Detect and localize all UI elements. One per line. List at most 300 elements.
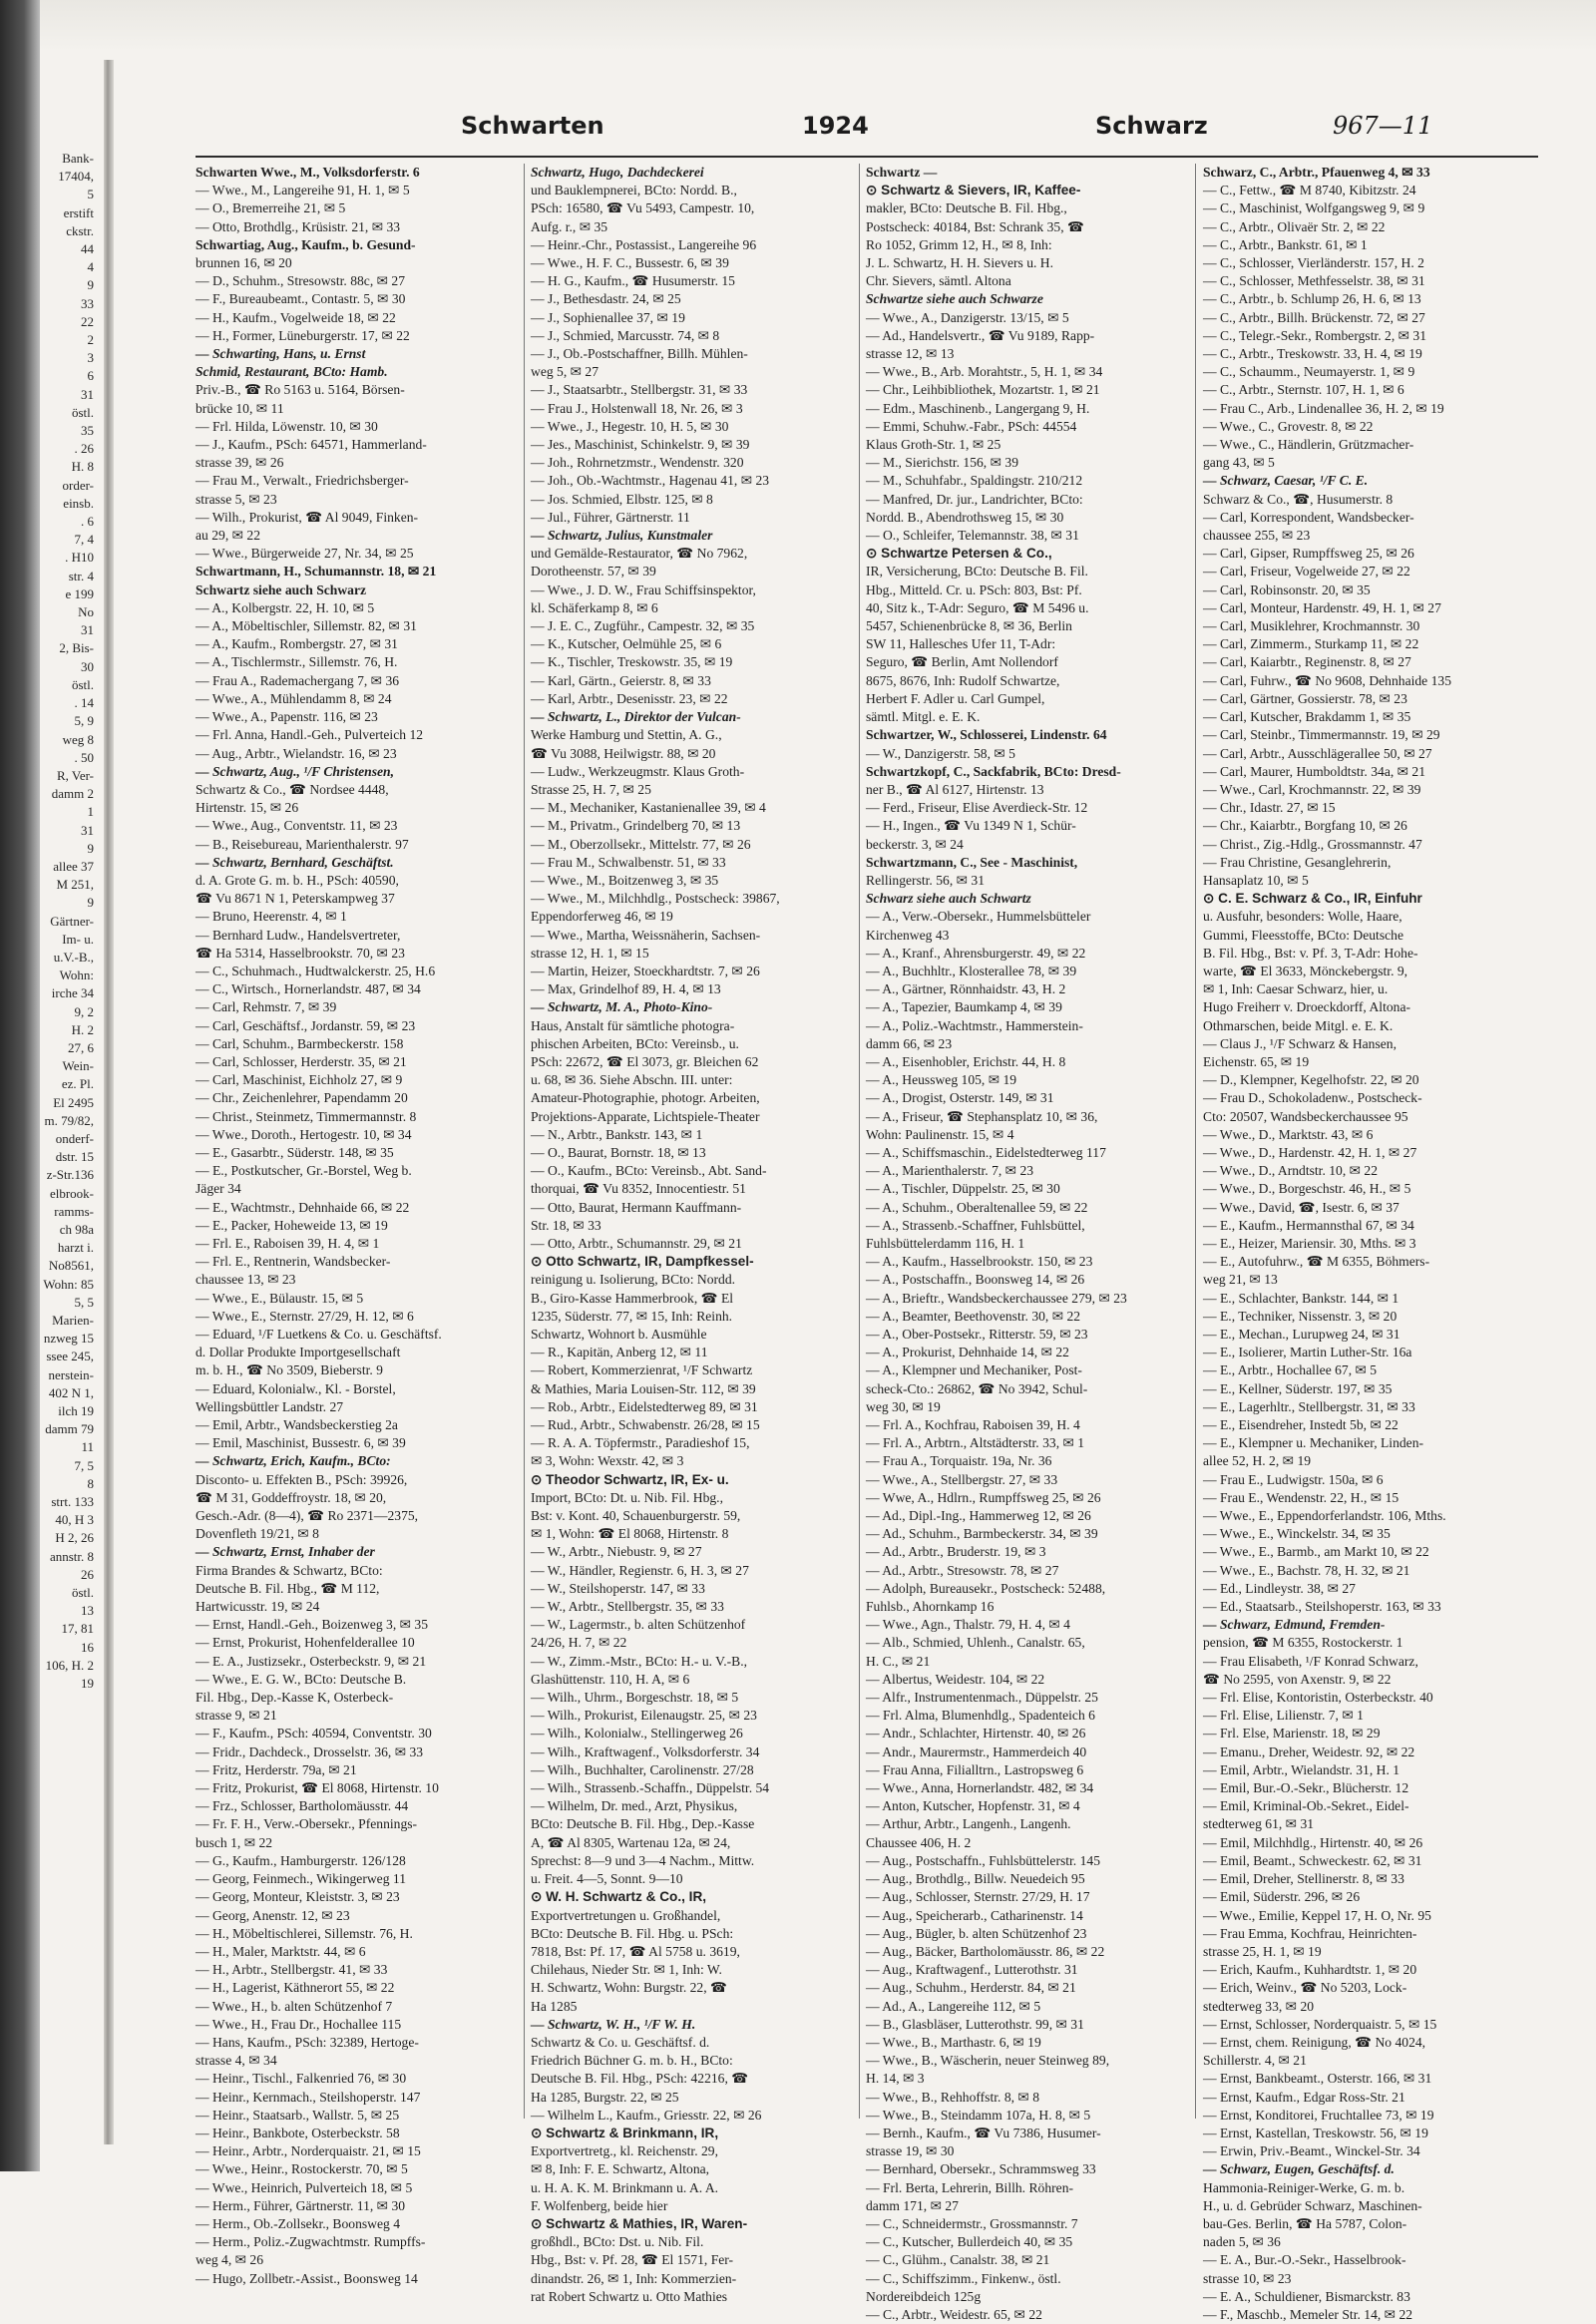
previous-page-text: elbrook- [49, 1185, 94, 1201]
directory-entry: — A., Strassenb.-Schaffner, Fuhlsbüttel, [866, 1217, 1085, 1233]
directory-entry: — Carl, Kutscher, Brakdamm 1, ✉ 35 [1203, 709, 1411, 725]
directory-entry: und Bauklempnerei, BCto: Nordd. B., [531, 183, 737, 198]
directory-entry: Kirchenweg 43 [866, 927, 950, 943]
directory-entry: — E., Eisendreher, Instedt 5b, ✉ 22 [1203, 1417, 1398, 1433]
header-year: 1924 [802, 112, 869, 140]
directory-entry: Firma Brandes & Schwartz, BCto: [196, 1562, 383, 1578]
directory-entry: Fil. Hbg., Dep.-Kasse K, Osterbeck- [196, 1690, 394, 1706]
directory-entry: — Max, Grindelhof 89, H. 4, ✉ 13 [531, 981, 721, 997]
previous-page-text: 31 [81, 822, 94, 838]
directory-entry: — Emil, Arbtr., Wandsbeckerstieg 2a [196, 1417, 398, 1433]
directory-entry: Ha 1285, Burgstr. 22, ✉ 25 [531, 2089, 679, 2105]
directory-entry: damm 66, ✉ 23 [866, 1035, 953, 1051]
directory-entry: — A., Prokurist, Dehnhaide 14, ✉ 22 [866, 1345, 1069, 1360]
directory-entry: PSch: 22672, ☎ El 3073, gr. Bleichen 62 [531, 1053, 759, 1069]
directory-entry: Chilehaus, Nieder Str. ✉ 1, Inh: W. [531, 1962, 722, 1978]
directory-entry: — Heinr., Kernmach., Steilshoperstr. 147 [196, 2089, 421, 2105]
directory-entry: Sprechst: 8—9 und 3—4 Nachm., Mittw. [531, 1852, 755, 1868]
directory-entry: — C., Glühm., Canalstr. 38, ✉ 21 [866, 2252, 1050, 2268]
scan-edge-top [40, 0, 1596, 52]
directory-entry: — F., Maschb., Memeler Str. 14, ✉ 22 [1203, 2306, 1413, 2322]
directory-entry: — Schwartz, L., Direktor der Vulcan- [531, 709, 741, 725]
directory-entry: — W., Steilshoperstr. 147, ✉ 33 [531, 1580, 705, 1596]
previous-page-text: Im- u. [62, 931, 94, 947]
directory-entry: — Schwartz, M. A., Photo-Kino- [531, 999, 713, 1015]
previous-page-text: 3 [87, 350, 94, 366]
directory-entry: — Wwe., B., Arb. Morahtstr., 5, H. 1, ✉ 34 [866, 364, 1103, 380]
directory-entry: — Bernhard, Obersekr., Schrammsweg 33 [866, 2161, 1096, 2177]
previous-page-text: 5, 9 [74, 713, 94, 729]
directory-entry: Priv.-B., ☎ Ro 5163 u. 5164, Börsen- [196, 382, 405, 398]
directory-entry: — A., Heussweg 105, ✉ 19 [866, 1072, 1017, 1088]
directory-entry: — Wwe., E., Bülaustr. 15, ✉ 5 [196, 1290, 364, 1306]
directory-entry: — K., Tischler, Treskowstr. 35, ✉ 19 [531, 654, 733, 670]
directory-entry: 5457, Schienenbrücke 8, ✉ 36, Berlin [866, 618, 1072, 634]
directory-entry: Ha 1285 [531, 1998, 578, 2014]
directory-entry: strasse 19, ✉ 30 [866, 2143, 955, 2159]
directory-entry: — Wwe., D., Arndtstr. 10, ✉ 22 [1203, 1163, 1379, 1179]
directory-entry: Werke Hamburg und Stettin, A. G., [531, 727, 722, 743]
directory-entry: Cto: 20507, Wandsbeckerchaussee 95 [1203, 1108, 1408, 1124]
directory-entry: — Frl. Else, Marienstr. 18, ✉ 29 [1203, 1726, 1381, 1742]
directory-entry: Deutsche B. Fil. Hbg., ☎ M 112, [196, 1580, 380, 1596]
directory-entry: ⊙ Theodor Schwartz, IR, Ex- u. [531, 1471, 729, 1487]
previous-page-text: östl. [71, 1585, 94, 1601]
directory-entry: — Ernst, Bankbeamt., Osterstr. 166, ✉ 31 [1203, 2071, 1432, 2087]
previous-page-text: . 6 [81, 514, 94, 530]
previous-page-text: erstift [63, 204, 94, 220]
directory-entry: — Chr., Idastr. 27, ✉ 15 [1203, 800, 1336, 816]
directory-entry: — E. A., Justizsekr., Osterbeckstr. 9, ✉ 21 [196, 1653, 427, 1669]
directory-entry: Schwartz — [866, 165, 938, 180]
directory-entry: makler, BCto: Deutsche B. Fil. Hbg., [866, 200, 1067, 216]
directory-entry: ⊙ Schwartz & Sievers, IR, Kaffee- [866, 183, 1081, 198]
directory-entry: — C., Arbtr., Bankstr. 61, ✉ 1 [1203, 236, 1368, 252]
directory-entry: — J. E. C., Zugführ., Campestr. 32, ✉ 35 [531, 618, 755, 634]
directory-entry: brücke 10, ✉ 11 [196, 400, 284, 416]
directory-entry: — Georg, Monteur, Kleiststr. 3, ✉ 23 [196, 1889, 400, 1905]
previous-page-text: irche 34 [51, 985, 94, 1001]
directory-entry: — Carl, Maurer, Humboldtstr. 34a, ✉ 21 [1203, 763, 1426, 779]
directory-entry: — A., Brieftr., Wandsbeckerchaussee 279, ✉ 23 [866, 1290, 1127, 1306]
directory-entry: — Emil, Arbtr., Wielandstr. 31, H. 1 [1203, 1761, 1400, 1777]
directory-entry: — C., Schlosser, Vierländerstr. 157, H. 2 [1203, 255, 1424, 271]
directory-entry: — Martin, Heizer, Stoeckhardtstr. 7, ✉ 26 [531, 963, 760, 978]
directory-entry: thorquai, ☎ Vu 8352, Innocentiestr. 51 [531, 1181, 746, 1197]
directory-entry: — Frau D., Schokoladenw., Postscheck- [1203, 1090, 1422, 1106]
directory-entry: — Erich, Weinv., ☎ No 5203, Lock- [1203, 1980, 1407, 1996]
directory-entry: H., u. d. Gebrüder Schwarz, Maschinen- [1203, 2197, 1422, 2213]
directory-entry: — H., Arbtr., Stellbergstr. 41, ✉ 33 [196, 1962, 388, 1978]
directory-entry: — E., Lagerhltr., Stellbergstr. 31, ✉ 33 [1203, 1398, 1415, 1414]
previous-page-text: 31 [81, 386, 94, 402]
previous-page-text: ckstr. [66, 222, 94, 238]
previous-page-text: 402 N 1, [48, 1384, 94, 1400]
directory-entry: — W., Zimm.-Mstr., BCto: H.- u. V.-B., [531, 1653, 748, 1669]
directory-entry: — Emmi, Schuhw.-Fabr., PSch: 44554 [866, 418, 1077, 434]
directory-entry: — M., Sierichstr. 156, ✉ 39 [866, 455, 1018, 471]
directory-entry: ⊙ Schwartz & Mathies, IR, Waren- [531, 2215, 748, 2231]
directory-entry: — E., Mechan., Lurupweg 24, ✉ 31 [1203, 1327, 1400, 1342]
directory-entry: — C., Schneidermstr., Grossmannstr. 7 [866, 2215, 1078, 2231]
directory-entry: Eppendorferweg 46, ✉ 19 [531, 909, 673, 925]
directory-entry: — R. A. A. Töpfermstr., Paradieshof 15, [531, 1435, 750, 1451]
directory-entry: — Wwe., E., Winckelstr. 34, ✉ 35 [1203, 1526, 1391, 1542]
previous-page-text: ramms- [54, 1203, 94, 1219]
directory-entry: stedterweg 33, ✉ 20 [1203, 1998, 1315, 2014]
directory-entry: — H., Lagerist, Käthnerort 55, ✉ 22 [196, 1980, 395, 1996]
previous-page-text: Wohn: 85 [43, 1276, 94, 1292]
directory-entry: — Otto, Baurat, Hermann Kauffmann- [531, 1199, 742, 1215]
directory-entry: — C., Wirtsch., Hornerlandstr. 487, ✉ 34 [196, 981, 421, 997]
previous-page-text: damm 79 [45, 1421, 94, 1437]
directory-entry: — Frl. E., Rentnerin, Wandsbecker- [196, 1254, 391, 1270]
previous-page-text: 30 [81, 658, 94, 674]
directory-entry: — Ernst, Kaufm., Edgar Ross-Str. 21 [1203, 2089, 1405, 2105]
directory-entry: u. 68, ✉ 36. Siehe Abschn. III. unter: [531, 1072, 733, 1088]
directory-entry: u. Ausfuhr, besonders: Wolle, Haare, [1203, 909, 1402, 925]
directory-entry: 24/26, H. 7, ✉ 22 [531, 1635, 627, 1651]
directory-entry: — Ernst, Schlosser, Norderquaistr. 5, ✉ 15 [1203, 2016, 1437, 2032]
previous-page-text: 33 [81, 295, 94, 311]
previous-page-text: 5 [87, 187, 94, 202]
directory-entry: — Wwe., H., Frau Dr., Hochallee 115 [196, 2016, 402, 2032]
directory-entry: — Heinr.-Chr., Postassist., Langereihe 96 [531, 236, 757, 252]
directory-entry: — Eduard, ¹/F Luetkens & Co. u. Geschäftsf. [196, 1327, 442, 1342]
directory-entry: — Wwe., D., Borgeschstr. 46, H., ✉ 5 [1203, 1181, 1411, 1197]
directory-entry: — A., Buchhltr., Klosterallee 78, ✉ 39 [866, 963, 1077, 978]
directory-entry: — Ad., Arbtr., Bruderstr. 19, ✉ 3 [866, 1544, 1046, 1560]
directory-entry: — Chr., Kaiarbtr., Borgfang 10, ✉ 26 [1203, 818, 1407, 834]
directory-entry: — Wwe., Carl, Krochmannstr. 22, ✉ 39 [1203, 781, 1421, 797]
previous-page-text: H 2, 26 [55, 1530, 94, 1546]
directory-entry: Aufg. r., ✉ 35 [531, 218, 608, 234]
directory-entry: — Frz., Schlosser, Bartholomäusstr. 44 [196, 1798, 409, 1814]
directory-entry: — Frau C., Arb., Lindenallee 36, H. 2, ✉ 19 [1203, 400, 1444, 416]
directory-entry: ⊙ Schwartze Petersen & Co., [866, 546, 1052, 562]
directory-entry: Str. 18, ✉ 33 [531, 1217, 601, 1233]
directory-entry: — Carl, Fuhrw., ☎ No 9608, Dehnhaide 135 [1203, 672, 1452, 688]
directory-entry: Seguro, ☎ Berlin, Amt Nollendorf [866, 654, 1058, 670]
directory-entry: — O., Baurat, Bornstr. 18, ✉ 13 [531, 1144, 706, 1160]
directory-entry: — Wwe., E., Barmb., am Markt 10, ✉ 22 [1203, 1544, 1429, 1560]
previous-page-text: 106, H. 2 [45, 1657, 94, 1673]
directory-entry: Schwartzer, W., Schlosserei, Lindenstr. 64 [866, 727, 1107, 743]
directory-entry: — Carl, Monteur, Hardenstr. 49, H. 1, ✉ 27 [1203, 599, 1441, 615]
directory-entry: — Ad., Schuhm., Barmbeckerstr. 34, ✉ 39 [866, 1526, 1098, 1542]
directory-entry: — Wilhelm L., Kaufm., Griesstr. 22, ✉ 26 [531, 2107, 762, 2123]
directory-entry: — Jul., Führer, Gärtnerstr. 11 [531, 509, 690, 525]
directory-entry: — H. G., Kaufm., ☎ Husumerstr. 15 [531, 273, 735, 289]
directory-entry: — E., Techniker, Nissenstr. 3, ✉ 20 [1203, 1308, 1397, 1324]
previous-page-text: 27, 6 [68, 1039, 94, 1055]
directory-columns [196, 164, 1538, 2322]
directory-entry: — Wilh., Uhrm., Borgeschstr. 18, ✉ 5 [531, 1690, 739, 1706]
directory-entry: — Wwe., Doroth., Hertogestr. 10, ✉ 34 [196, 1126, 412, 1142]
directory-entry: Amateur-Photographie, photogr. Arbeiten, [531, 1090, 760, 1106]
directory-entry: — E., Gasarbtr., Süderstr. 148, ✉ 35 [196, 1144, 394, 1160]
directory-entry: — Wwe., A., Danzigerstr. 13/15, ✉ 5 [866, 309, 1069, 325]
directory-entry: — Frl. Berta, Lehrerin, Billh. Röhren- [866, 2179, 1074, 2195]
directory-entry: — Wwe., B., Wäscherin, neuer Steinweg 89, [866, 2053, 1110, 2069]
directory-entry: — Robert, Kommerzienrat, ¹/F Schwartz [531, 1362, 753, 1378]
directory-entry: — Emil, Bur.-O.-Sekr., Blücherstr. 12 [1203, 1780, 1409, 1796]
directory-entry: — M., Mechaniker, Kastanienallee 39, ✉ 4 [531, 800, 766, 816]
directory-entry: Schwartiag, Aug., Kaufm., b. Gesund- [196, 236, 416, 252]
directory-entry: Schwartz & Co. u. Geschäftsf. d. [531, 2034, 710, 2050]
directory-entry: — Albertus, Weidestr. 104, ✉ 22 [866, 1671, 1045, 1687]
directory-entry: — O., Kaufm., BCto: Vereinsb., Abt. Sand- [531, 1163, 767, 1179]
previous-page-text: El 2495 [53, 1094, 94, 1110]
directory-entry: — Wwe., Martha, Weissnäherin, Sachsen- [531, 927, 761, 943]
directory-entry: — A., Kolbergstr. 22, H. 10, ✉ 5 [196, 599, 375, 615]
previous-page-text: 9, 2 [74, 1003, 94, 1019]
directory-entry: sämtl. Mitgl. e. E. K. [866, 709, 981, 725]
previous-page-text: annstr. 8 [49, 1548, 94, 1564]
directory-entry: — Carl, Gipser, Rumpffsweg 25, ✉ 26 [1203, 546, 1414, 562]
previous-page-text: ssee 245, [46, 1349, 94, 1364]
directory-entry: — Wwe., Aug., Conventstr. 11, ✉ 23 [196, 818, 398, 834]
directory-entry: phischen Arbeiten, BCto: Vereinsb., u. [531, 1035, 739, 1051]
directory-entry: weg 30, ✉ 19 [866, 1398, 941, 1414]
directory-entry: weg 21, ✉ 13 [1203, 1272, 1278, 1288]
directory-entry: — Wwe., Emilie, Keppel 17, H. O, Nr. 95 [1203, 1907, 1431, 1923]
directory-entry: — Carl, Schlosser, Herderstr. 35, ✉ 21 [196, 1053, 407, 1069]
previous-page-text: ilch 19 [58, 1403, 94, 1419]
previous-page-text: No [78, 604, 94, 620]
directory-entry: — H., Maler, Marktstr. 44, ✉ 6 [196, 1943, 366, 1959]
directory-entry: — Otto, Brothdlg., Krüsistr. 21, ✉ 33 [196, 218, 401, 234]
directory-entry: Schwarz, C., Arbtr., Pfauenweg 4, ✉ 33 [1203, 165, 1430, 180]
directory-entry: — Wilh., Kolonialw., Stellingerweg 26 [531, 1726, 743, 1742]
directory-entry: Hansaplatz 10, ✉ 5 [1203, 872, 1309, 888]
directory-entry: — C., Arbtr., Billh. Brückenstr. 72, ✉ 27 [1203, 309, 1425, 325]
previous-page-text: 4 [87, 259, 94, 275]
directory-entry: — Carl, Gärtner, Gossierstr. 78, ✉ 23 [1203, 690, 1407, 706]
directory-entry: weg 4, ✉ 26 [196, 2252, 264, 2268]
directory-entry: — Frl. A., Kochfrau, Raboisen 39, H. 4 [866, 1417, 1080, 1433]
directory-entry: — A., Marienthalerstr. 7, ✉ 23 [866, 1163, 1034, 1179]
directory-entry: — Herm., Ob.-Zollsekr., Boonsweg 4 [196, 2215, 401, 2231]
directory-entry: strasse 4, ✉ 34 [196, 2053, 277, 2069]
directory-entry: — A., Klempner und Mechaniker, Post- [866, 1362, 1082, 1378]
directory-entry: Fuhlsbüttelerdamm 116, H. 1 [866, 1235, 1025, 1251]
directory-entry: — Frau Christine, Gesanglehrerin, [1203, 854, 1392, 870]
directory-entry: Fuhlsb., Ahornkamp 16 [866, 1599, 995, 1615]
directory-entry: — C., Arbtr., Sternstr. 107, H. 1, ✉ 6 [1203, 382, 1404, 398]
directory-entry: — Wwe., E., Bachstr. 78, H. 32, ✉ 21 [1203, 1562, 1410, 1578]
directory-entry: — Herm., Führer, Gärtnerstr. 11, ✉ 30 [196, 2197, 406, 2213]
directory-entry: Schwarten Wwe., M., Volksdorferstr. 6 [196, 165, 420, 180]
directory-entry: — A., Tischlermstr., Sillemstr. 76, H. [196, 654, 398, 670]
directory-entry: — Adolph, Bureausekr., Postscheck: 52488, [866, 1580, 1106, 1596]
previous-page-text: No8561, [48, 1258, 94, 1274]
previous-page-text: 26 [81, 1566, 94, 1582]
previous-page-text: . H10 [65, 550, 94, 566]
directory-entry: — A., Tischler, Düppelstr. 25, ✉ 30 [866, 1181, 1060, 1197]
page-header [140, 112, 1576, 152]
directory-entry: — Wwe, A., Hdlrn., Rumpffsweg 25, ✉ 26 [866, 1489, 1101, 1505]
directory-entry: — Schwartz, Aug., ¹/F Christensen, [196, 763, 394, 779]
directory-entry: — O., Bremerreihe 21, ✉ 5 [196, 200, 346, 216]
directory-entry: — Claus J., ¹/F Schwarz & Hansen, [1203, 1035, 1396, 1051]
directory-entry: — Wwe., H., b. alten Schützenhof 7 [196, 1998, 393, 2014]
directory-entry: Schillerstr. 4, ✉ 21 [1203, 2053, 1307, 2069]
directory-entry: scheck-Cto.: 26862, ☎ No 3942, Schul- [866, 1380, 1088, 1396]
previous-page-text: 19 [81, 1676, 94, 1692]
directory-entry: — Wwe., C., Händlerin, Grützmacher- [1203, 437, 1414, 453]
directory-entry: — Frl. A., Arbtrn., Altstädterstr. 33, ✉ 1 [866, 1435, 1085, 1451]
previous-page-text: nerstein- [48, 1366, 94, 1382]
directory-entry: — Wilhelm, Dr. med., Arzt, Physikus, [531, 1798, 738, 1814]
directory-entry: — A., Schiffsmaschin., Eidelstedterweg 117 [866, 1144, 1106, 1160]
directory-entry: — Schwartz, Bernhard, Geschäftst. [196, 854, 394, 870]
directory-entry: Eichenstr. 65, ✉ 19 [1203, 1053, 1310, 1069]
previous-page-text: 22 [81, 313, 94, 329]
directory-entry: — Heinr., Tischl., Falkenried 76, ✉ 30 [196, 2071, 407, 2087]
directory-entry: Herbert F. Adler u. Carl Gumpel, [866, 690, 1045, 706]
directory-entry: allee 52, H. 2, ✉ 19 [1203, 1453, 1312, 1469]
directory-entry: Schwartmann, H., Schumannstr. 18, ✉ 21 [196, 564, 437, 580]
directory-entry: — E., Klempner u. Mechaniker, Linden- [1203, 1435, 1424, 1451]
directory-entry: — Aug., Bäcker, Bartholomäusstr. 86, ✉ 22 [866, 1943, 1105, 1959]
directory-entry: — Chr., Leihbibliothek, Mozartstr. 1, ✉ 21 [866, 382, 1100, 398]
directory-entry: — Frau M., Schwalbenstr. 51, ✉ 33 [531, 854, 726, 870]
directory-entry: — Fritz, Herderstr. 79a, ✉ 21 [196, 1761, 357, 1777]
directory-entry: A, ☎ Al 8305, Wartenau 12a, ✉ 24, [531, 1834, 731, 1850]
directory-entry: — Carl, Robinsonstr. 20, ✉ 35 [1203, 581, 1371, 597]
directory-entry: und Gemälde-Restaurator, ☎ No 7962, [531, 546, 748, 562]
directory-entry: Gesch.-Adr. (8—4), ☎ Ro 2371—2375, [196, 1508, 419, 1524]
directory-entry: 40, Sitz k., T-Adr: Seguro, ☎ M 5496 u. [866, 599, 1089, 615]
directory-entry: Haus, Anstalt für sämtliche photogra- [531, 1017, 735, 1033]
directory-entry: — Otto, Arbtr., Schumannstr. 29, ✉ 21 [531, 1235, 742, 1251]
directory-entry: strasse 12, H. 1, ✉ 15 [531, 945, 649, 961]
directory-entry: — Ernst, Konditorei, Fruchtallee 73, ✉ 19 [1203, 2107, 1434, 2123]
directory-entry: — Joh., Ob.-Wachtmstr., Hagenau 41, ✉ 23 [531, 473, 770, 489]
directory-column-4 [1203, 164, 1538, 2322]
directory-entry: — A., Kaufm., Rombergstr. 27, ✉ 31 [196, 636, 398, 652]
previous-page-text: harzt i. [57, 1240, 94, 1256]
previous-page-text: östl. [71, 676, 94, 692]
directory-entry: BCto: Deutsche B. Fil. Hbg., Dep.-Kasse [531, 1816, 755, 1832]
directory-entry: — Bruno, Heerenstr. 4, ✉ 1 [196, 909, 347, 925]
previous-page-text: . 14 [74, 695, 94, 711]
directory-entry: — Heinr., Arbtr., Norderquaistr. 21, ✉ 15 [196, 2143, 421, 2159]
directory-entry: — Christ., Steinmetz, Timmermannstr. 8 [196, 1108, 417, 1124]
directory-entry: — Wwe., Agn., Thalstr. 79, H. 4, ✉ 4 [866, 1617, 1070, 1633]
directory-entry: 1235, Süderstr. 77, ✉ 15, Inh: Reinh. [531, 1308, 733, 1324]
directory-entry: — Wwe., J., Hegestr. 10, H. 5, ✉ 30 [531, 418, 729, 434]
directory-entry: — F., Kaufm., PSch: 40594, Conventstr. 30 [196, 1726, 432, 1742]
directory-entry: Deutsche B. Fil. Hbg., PSch: 42216, ☎ [531, 2071, 749, 2087]
directory-entry: Projektions-Apparate, Lichtspiele-Theater [531, 1108, 760, 1124]
directory-entry: — Georg, Feinmech., Wikingerweg 11 [196, 1871, 406, 1887]
directory-entry: — A., Ober-Postsekr., Ritterstr. 59, ✉ 23 [866, 1327, 1088, 1342]
directory-entry: — Fritz, Prokurist, ☎ El 8068, Hirtenstr. 10 [196, 1780, 439, 1796]
directory-entry: — A., Kaufm., Hasselbrookstr. 150, ✉ 23 [866, 1254, 1093, 1270]
directory-entry: — J., Ob.-Postschaffner, Billh. Mühlen- [531, 346, 748, 362]
directory-entry: Bst: v. Kont. 40, Schauenburgerstr. 59, [531, 1508, 741, 1524]
directory-entry: — A., Beamter, Beethovenstr. 30, ✉ 22 [866, 1308, 1081, 1324]
directory-entry: ner B., ☎ Al 6127, Hirtenstr. 13 [866, 781, 1044, 797]
previous-page-text: str. 4 [68, 568, 94, 583]
directory-entry: Strasse 25, H. 7, ✉ 25 [531, 781, 651, 797]
directory-entry: — Frau Anna, Filialltrn., Lastropsweg 6 [866, 1761, 1084, 1777]
directory-entry: ⊙ Otto Schwartz, IR, Dampfkessel- [531, 1254, 754, 1270]
directory-entry: — Frl. Alma, Blumenhdlg., Spadenteich 6 [866, 1708, 1095, 1724]
directory-entry: — E., Schlachter, Bankstr. 144, ✉ 1 [1203, 1290, 1399, 1306]
previous-page-text: 6 [87, 368, 94, 384]
directory-entry: F. Wolfenberg, beide hier [531, 2197, 668, 2213]
directory-entry: — E., Kaufm., Hermannsthal 67, ✉ 34 [1203, 1217, 1414, 1233]
directory-entry: u. Freit. 4—5, Sonnt. 9—10 [531, 1871, 683, 1887]
directory-entry: — A., Postschaffn., Boonsweg 14, ✉ 26 [866, 1272, 1085, 1288]
previous-page-text: . 50 [74, 749, 94, 765]
directory-entry: — Alfr., Instrumentenmach., Düppelstr. 25 [866, 1690, 1098, 1706]
directory-entry: Exportvertretg., kl. Reichenstr. 29, [531, 2143, 719, 2159]
directory-entry: — Carl, Zimmerm., Sturkamp 11, ✉ 22 [1203, 636, 1419, 652]
directory-entry: — Herm., Poliz.-Zugwachtmstr. Rumpffs- [196, 2234, 426, 2250]
directory-entry: naden 5, ✉ 36 [1203, 2234, 1281, 2250]
directory-entry: — Ernst, Kastellan, Treskowstr. 56, ✉ 19 [1203, 2125, 1428, 2140]
directory-entry: — W., Arbtr., Niebustr. 9, ✉ 27 [531, 1544, 702, 1560]
directory-entry: — C., Schuhmach., Hudtwalckerstr. 25, H.6 [196, 963, 436, 978]
directory-entry: — Carl, Schuhm., Barmbeckerstr. 158 [196, 1035, 404, 1051]
directory-column-2 [531, 164, 852, 2304]
directory-entry: — C., Arbtr., b. Schlump 26, H. 6, ✉ 13 [1203, 291, 1421, 307]
previous-page-text: Marien- [52, 1313, 94, 1328]
directory-entry: — Rob., Arbtr., Eidelstedterweg 89, ✉ 31 [531, 1398, 758, 1414]
previous-page-text: Bank- [62, 151, 94, 166]
directory-entry: damm 171, ✉ 27 [866, 2197, 959, 2213]
directory-entry: — Ad., A., Langereihe 112, ✉ 5 [866, 1998, 1041, 2014]
directory-entry: — A., Poliz.-Wachtmstr., Hammerstein- [866, 1017, 1083, 1033]
directory-entry: — Aug., Arbtr., Wielandstr. 16, ✉ 23 [196, 745, 397, 761]
directory-entry: reinigung u. Isolierung, BCto: Nordd. [531, 1272, 736, 1288]
directory-entry: — Emil, Dreher, Stellinerstr. 8, ✉ 33 [1203, 1871, 1404, 1887]
directory-entry: Schwarz siehe auch Schwartz [866, 891, 1031, 907]
directory-entry: — Ed., Lindleystr. 38, ✉ 27 [1203, 1580, 1356, 1596]
directory-entry: — J., Kaufm., PSch: 64571, Hammerland- [196, 437, 427, 453]
directory-entry: — Joh., Rohrnetzmstr., Wendenstr. 320 [531, 455, 744, 471]
directory-entry: — Wwe., C., Grovestr. 8, ✉ 22 [1203, 418, 1374, 434]
directory-entry: — Wwe., E., Sternstr. 27/29, H. 12, ✉ 6 [196, 1308, 414, 1324]
directory-entry: — Georg, Anenstr. 12, ✉ 23 [196, 1907, 350, 1923]
directory-entry: ⊙ W. H. Schwartz & Co., IR, [531, 1889, 707, 1905]
directory-entry: — Wwe., Heinrich, Pulverteich 18, ✉ 5 [196, 2179, 413, 2195]
directory-entry: — D., Schuhm., Stresowstr. 88c, ✉ 27 [196, 273, 406, 289]
previous-page-text: H. 8 [71, 459, 94, 475]
directory-entry: — Wwe., E. G. W., BCto: Deutsche B. [196, 1671, 407, 1687]
directory-entry: — Wwe., B., Rehhoffstr. 8, ✉ 8 [866, 2089, 1040, 2105]
directory-entry: großhdl., BCto: Dst. u. Nib. Fil. [531, 2234, 704, 2250]
directory-entry: — A., Schuhm., Oberaltenallee 59, ✉ 22 [866, 1199, 1088, 1215]
directory-entry: — Ad., Dipl.-Ing., Hammerweg 12, ✉ 26 [866, 1508, 1091, 1524]
previous-page-text: 9 [87, 840, 94, 856]
directory-entry: — D., Klempner, Kegelhofstr. 22, ✉ 20 [1203, 1072, 1419, 1088]
directory-column-3 [866, 164, 1187, 2322]
directory-entry: — A., Verw.-Obersekr., Hummelsbütteler [866, 909, 1091, 925]
directory-entry: — Wwe., H. F. C., Bussestr. 6, ✉ 39 [531, 255, 729, 271]
directory-entry: — Frau A., Torquaistr. 19a, Nr. 36 [866, 1453, 1052, 1469]
directory-entry: Schwartz, Wohnort b. Ausmühle [531, 1327, 707, 1342]
previous-page-fragment [0, 150, 100, 2134]
directory-entry: — Aug., Bügler, b. alten Schützenhof 23 [866, 1925, 1087, 1941]
previous-page-text: ch 98a [59, 1221, 94, 1237]
directory-entry: — Carl, Kaiarbtr., Reginenstr. 8, ✉ 27 [1203, 654, 1411, 670]
directory-entry: — Ludw., Werkzeugmstr. Klaus Groth- [531, 763, 745, 779]
